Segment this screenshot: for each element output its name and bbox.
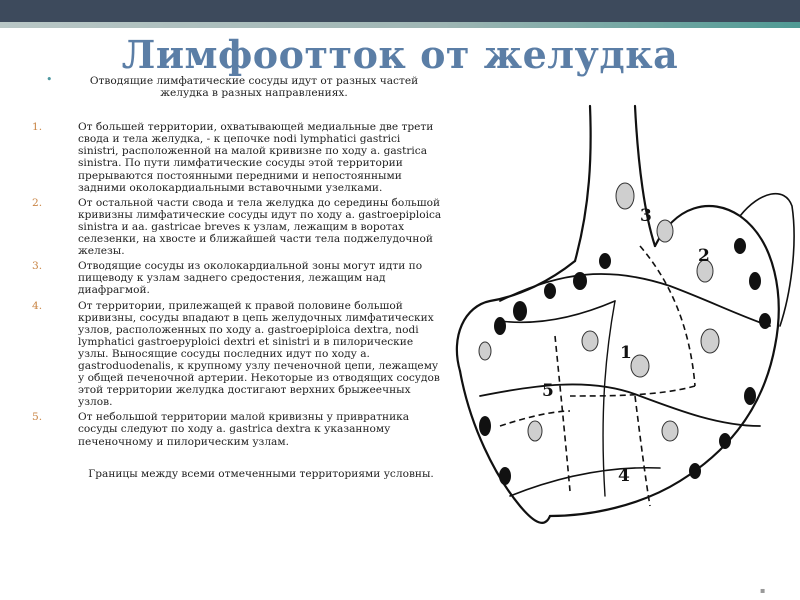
lymph-node	[513, 301, 527, 321]
list-number: 1.	[32, 121, 43, 134]
list-item	[32, 260, 444, 296]
list-item	[32, 121, 444, 194]
list-text: От остальной части свода и тела желудка до середины большой кривизны лимфатические сосуды идут по ходу a. gastroepiploica sinistra и aa. gastricae breves к узлам, лежащим в воротах селезенки, на хвосте и ближайшей части тела поджелудочной железы.	[78, 196, 442, 258]
zone-label-4: 4	[618, 466, 630, 486]
lymph-node-stippled	[528, 421, 542, 441]
lymph-node	[573, 272, 587, 290]
vessel-line	[500, 274, 770, 326]
lymph-node-stippled	[662, 421, 678, 441]
list-number: 4.	[32, 299, 43, 312]
spleen-outline	[740, 194, 794, 326]
stomach-outline	[460, 371, 550, 523]
vessel-line	[510, 468, 660, 496]
top-bar	[0, 0, 800, 22]
list-text: Отводящие сосуды из околокардиальной зоны могут идти по пищеводу к узлам заднего средостения, лежащим над диафрагмой.	[78, 260, 423, 297]
lymph-node	[544, 283, 556, 299]
lymph-node	[719, 433, 731, 449]
list-text: От небольшой территории малой кривизны у привратника сосуды следуют по ходу a. gastrica dextra к указанному печеночному и пилорическим узлам.	[78, 411, 410, 448]
bullet-icon: •	[46, 73, 53, 86]
lymph-node	[479, 416, 491, 436]
zone-boundary	[555, 336, 570, 491]
list-item	[32, 300, 444, 409]
intro-text: Отводящие лимфатические сосуды идут от разных частей желудка в разных направлениях.	[89, 75, 419, 100]
lymph-node	[599, 253, 611, 269]
lymph-node-stippled	[631, 355, 649, 377]
zone-label-3: 3	[640, 206, 652, 226]
list-number: 5.	[32, 411, 43, 424]
zone-label-1: 1	[620, 343, 632, 363]
vessel-line	[603, 301, 615, 496]
lymph-node	[734, 238, 746, 254]
lymph-node	[689, 463, 701, 479]
page-marker: ▪	[760, 586, 766, 595]
list-item	[32, 197, 444, 257]
intro-paragraph	[32, 75, 444, 99]
zone-label-2: 2	[698, 246, 710, 266]
footer-note: Границы между всеми отмеченными территориями условны.	[88, 467, 434, 480]
zone-label-5: 5	[542, 381, 554, 401]
top-bar-stripe	[0, 22, 800, 28]
list-text: От большей территории, охватывающей медиальные две трети свода и тела желудка, - к цепочке nodi lymphatici gastrici sinistri, расположенной на малой кривизне по ходу a. gastrica sinistra. По пути лимфатические сосуды этой территории прерываются постоянными передними и непостоянными задними околокардиальными вставочными узелками.	[78, 121, 434, 194]
list-text: От территории, прилежащей к правой половине большой кривизны, сосуды впадают в цепь желудочных лимфатических узлов, расположенных по ходу a. gastroepiploica dextra, nodi lymphatici gastroepyploici dextri et sinistri и в пилорические узлы. Выносящие сосуды последних идут по ходу a. gastroduodenalis, к крупному узлу печеночной цепи, лежащему у общей печеночной артерии. Некоторые из отводящих сосудов этой территории желудка достигают верхних брыжеечных узлов.	[78, 299, 440, 409]
lymph-node	[744, 387, 756, 405]
stomach-lymph-diagram	[440, 96, 800, 596]
zone-boundary	[570, 386, 695, 396]
lymph-node-stippled	[479, 342, 491, 360]
lymph-node	[494, 317, 506, 335]
lymph-node-stippled	[657, 220, 673, 242]
list-item	[32, 411, 444, 447]
list-number: 2.	[32, 196, 43, 209]
stomach-outline	[550, 206, 779, 516]
lymph-node-stippled	[701, 329, 719, 353]
text-column	[32, 75, 444, 483]
lymph-node-stippled	[582, 331, 598, 351]
zone-boundary	[635, 396, 650, 506]
esophagus-outline	[575, 106, 591, 261]
lymph-node-stippled	[616, 183, 634, 209]
list-number: 3.	[32, 260, 43, 273]
lymph-node	[499, 467, 511, 485]
lymph-node	[749, 272, 761, 290]
lymph-node	[759, 313, 771, 329]
slide-title: Лимфоотток от желудка	[121, 32, 679, 77]
